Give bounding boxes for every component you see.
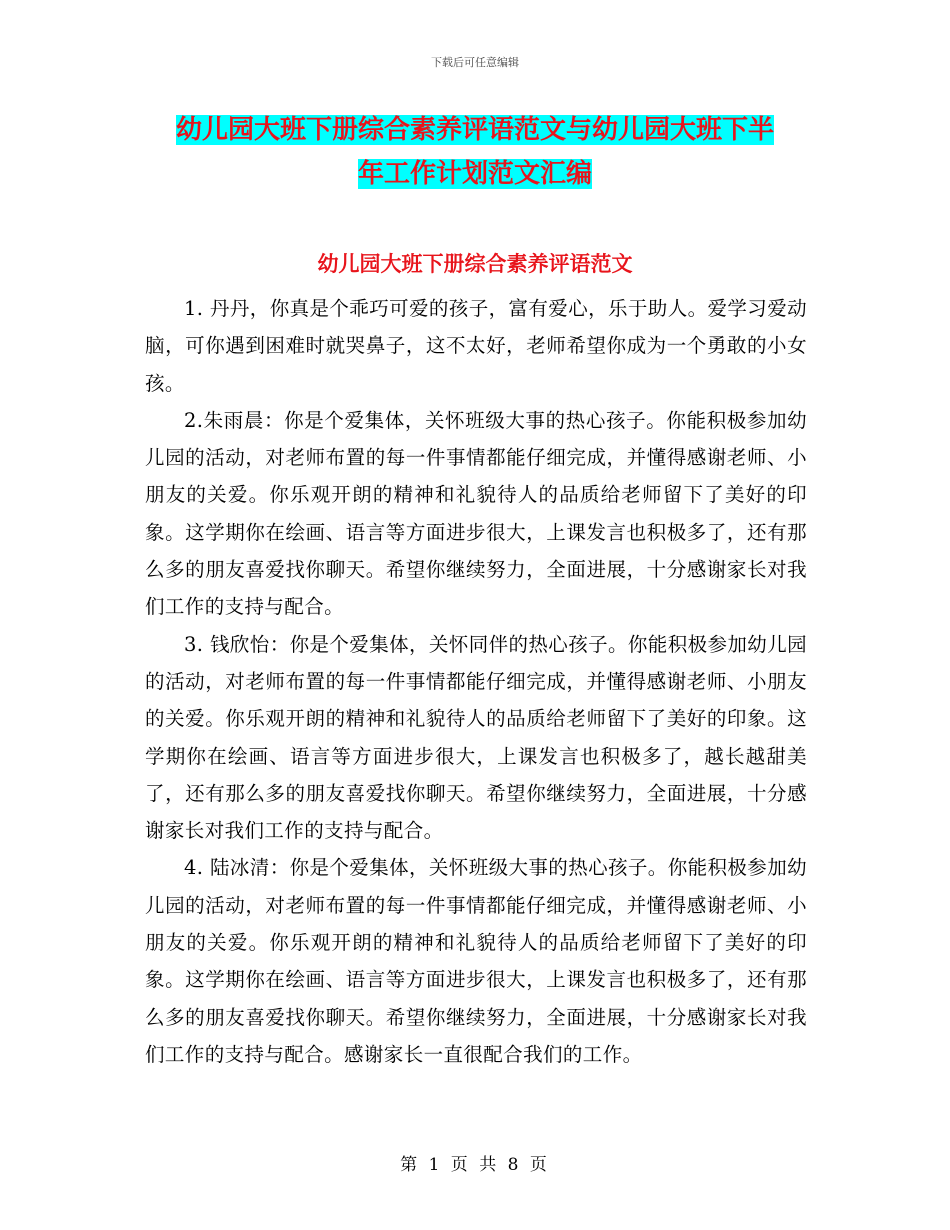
paragraph-1: 1. 丹丹，你真是个乖巧可爱的孩子，富有爱心，乐于助人。爱学习爱动脑，可你遇到困难时就哭鼻子，这不太好，老师希望你成为一个勇敢的小女孩。 bbox=[145, 297, 808, 395]
body-text bbox=[145, 290, 807, 1073]
paragraph-4: 4. 陆冰清：你是个爱集体，关怀班级大事的热心孩子。你能积极参加幼儿园的活动，对老师布置的每一件事情都能仔细完成，并懂得感谢老师、小朋友的关爱。你乐观开朗的精神和礼貌待人的品质给老师留下了美好的印象。这学期你在绘画、语言等方面进步很大，上课发言也积极多了，还有那么多的朋友喜爱找你聊天。希望你继续努力，全面进展，十分感谢家长对我们工作的支持与配合。感谢家长一直很配合我们的工作。 bbox=[145, 856, 808, 1066]
header-note: 下载后可任意编辑 bbox=[431, 56, 519, 69]
page-number-footer: 第 1 页 共 8 页 bbox=[400, 1155, 550, 1175]
document-title bbox=[140, 108, 810, 196]
title-line-1: 幼儿园大班下册综合素养评语范文与幼儿园大班下半 bbox=[175, 115, 774, 145]
paragraph-3: 3. 钱欣怡：你是个爱集体，关怀同伴的热心孩子。你能积极参加幼儿园的活动，对老师布置的每一件事情都能仔细完成，并懂得感谢老师、小朋友的关爱。你乐观开朗的精神和礼貌待人的品质给老师留下了美好的印象。这学期你在绘画、语言等方面进步很大，上课发言也积极多了，越长越甜美了，还有那么多的朋友喜爱找你聊天。希望你继续努力，全面进展，十分感谢家长对我们工作的支持与配合。 bbox=[145, 632, 808, 843]
title-line-2: 年工作计划范文汇编 bbox=[357, 159, 592, 189]
paragraph-2: 2.朱雨晨：你是个爱集体，关怀班级大事的热心孩子。你能积极参加幼儿园的活动，对老师布置的每一件事情都能仔细完成，并懂得感谢老师、小朋友的关爱。你乐观开朗的精神和礼貌待人的品质给老师留下了美好的印象。这学期你在绘画、语言等方面进步很大，上课发言也积极多了，还有那么多的朋友喜爱找你聊天。希望你继续努力，全面进展，十分感谢家长对我们工作的支持与配合。 bbox=[145, 408, 807, 619]
section-title: 幼儿园大班下册综合素养评语范文 bbox=[317, 252, 633, 276]
